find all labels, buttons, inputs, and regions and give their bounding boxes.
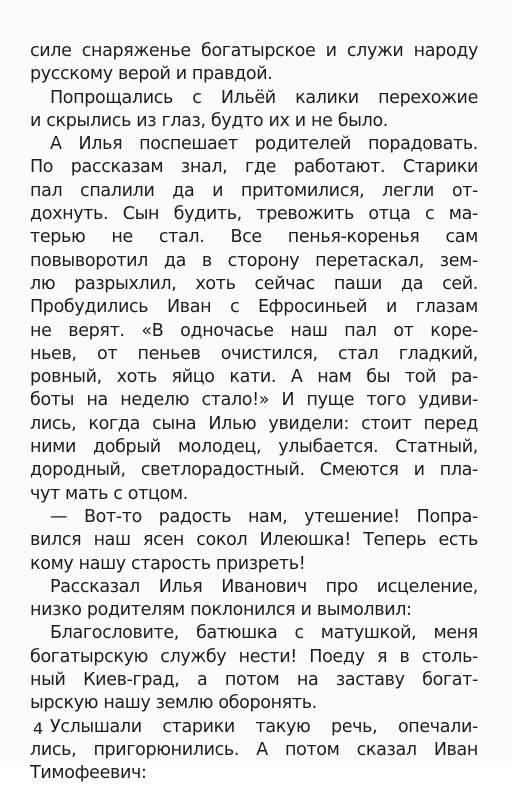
text-line: дохнуть. Сын будить, тревожить отца с ма-	[30, 204, 478, 225]
text-line: ный Киев-град, а потом на заставу богат-	[30, 670, 478, 691]
text-line: лись, когда сына Илью увидели: стоит перед	[30, 413, 478, 434]
text-line: Рассказал Илья Иванович про исцеление,	[50, 576, 478, 597]
text-line: силе снаряженье богатырское и служи народу	[30, 41, 478, 61]
text-line: А Илья поспешает родителей порадовать.	[50, 134, 478, 155]
text-line: дородный, светлорадостный. Смеются и пла-	[30, 460, 478, 481]
body-text	[30, 40, 478, 786]
text-line: Пробудились Иван с Ефросиньей и глазам	[30, 297, 478, 318]
text-line: ними добрый молодец, улыбается. Статный,	[30, 437, 478, 458]
text-line: По рассказам знал, где работают. Старики	[30, 157, 478, 178]
text-line: — Вот-то радость нам, утешение! Попра-	[50, 506, 478, 527]
text-line: ырскую нашу землю оборонять.	[30, 693, 317, 714]
text-line: лю разрыхлил, хоть сейчас паши да сей.	[30, 273, 478, 294]
text-line: Благословите, батюшка с матушкой, меня	[50, 623, 478, 644]
text-line: ньев, от пеньев очистился, стал гладкий,	[30, 343, 478, 364]
text-line: русскому верой и правдой.	[30, 64, 273, 85]
text-line: Тимофеевич:	[30, 763, 147, 784]
text-line: вился наш ясен сокол Илеюшка! Теперь есть	[30, 530, 478, 551]
text-line: пал спалили да и притомилися, легли от-	[30, 180, 478, 201]
text-line: ровный, хоть яйцо кати. А нам бы той ра-	[30, 367, 478, 388]
text-line: не верят. «В одночасье наш пал от коре-	[30, 320, 478, 341]
text-line: повыворотил да в сторону перетаскал, зем-	[30, 250, 478, 271]
text-line: и скрылись из глаз, будто их и не было.	[30, 110, 389, 131]
text-line: терью не стал. Все пенья-коренья сам	[30, 227, 478, 248]
text-line: боты на неделю стало!» И пуще того удиви-	[30, 390, 478, 411]
text-line: лись, пригорюнились. А потом сказал Иван	[30, 739, 478, 760]
text-line: низко родителям поклонился и вымолвил:	[30, 600, 412, 621]
text-line: Попрощались с Ильёй калики перехожие	[50, 87, 478, 108]
page-number: 4	[33, 719, 44, 738]
text-line: Услышали старики такую речь, опечали-	[50, 716, 478, 737]
text-line: кому нашу старость призреть!	[30, 553, 306, 574]
text-line: чут мать с отцом.	[30, 483, 188, 504]
text-line: богатырскую службу нести! Поеду я в столь-	[30, 646, 478, 667]
